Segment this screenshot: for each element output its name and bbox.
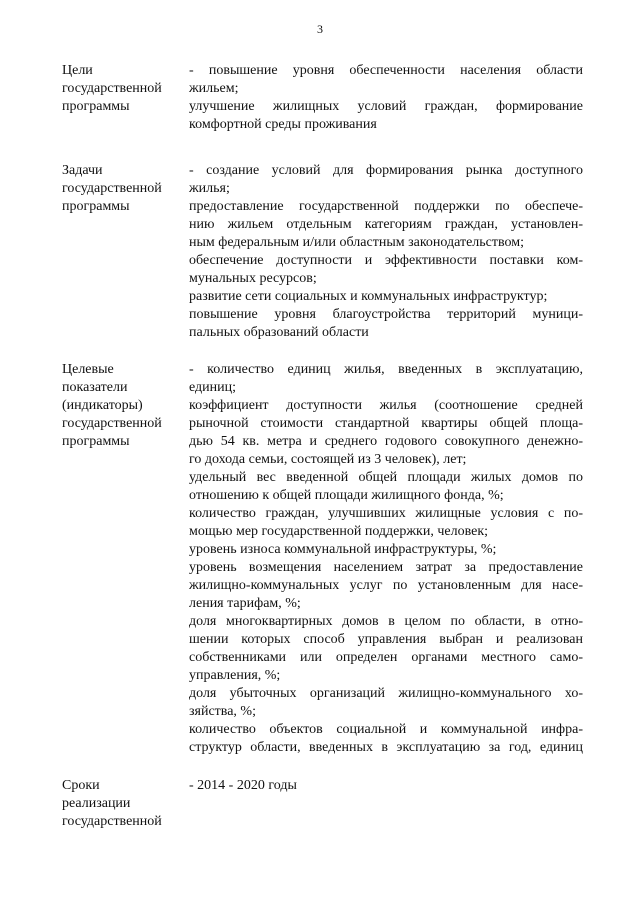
section-content [189,777,583,795]
content-line: улучшение жилищных условий граждан, формирование [189,99,583,114]
section-label-line: программы [62,199,130,214]
content-line: мунальных ресурсов; [189,271,317,286]
content-line: количество граждан, улучшивших жилищные условия с по- [189,506,583,521]
content-line: коэффициент доступности жилья (соотношение средней [189,398,583,413]
content-line: управления, %; [189,668,281,683]
content-line: жильем; [189,81,239,96]
content-line: зяйства, %; [189,704,256,719]
section-label-line: государственной [62,814,162,829]
section-label [62,777,180,831]
section-content [189,361,583,757]
content-line: обеспечение доступности и эффективности поставки ком- [189,253,583,268]
content-line: развитие сети социальных и коммунальных инфраструктур; [189,289,548,304]
page-number: 3 [317,22,323,36]
section-label-line: государственной [62,81,162,96]
content-line: ления тарифам, %; [189,596,301,611]
content-line: доля убыточных организаций жилищно-коммунального хо- [189,686,583,701]
content-line: единиц; [189,380,237,395]
content-line: собственниками или определен органами местного само- [189,650,583,665]
content-line: рыночной стоимости стандартной квартиры общей площа- [189,416,583,431]
content-line: - создание условий для формирования рынка доступного [189,163,583,178]
section-label [62,162,180,216]
content-line: - 2014 - 2020 годы [189,778,297,793]
section-label-line: Цели [62,63,93,78]
content-line: структур области, введенных в эксплуатацию за год, единиц [189,740,583,755]
content-line: удельный вес введенной общей площади жилых домов по [189,470,583,485]
content-line: жилищно-коммунальных услуг по установленным для насе- [189,578,583,593]
content-line: предоставление государственной поддержки по обеспече- [189,199,583,214]
section-label-line: программы [62,99,130,114]
content-line: нию жильем отдельным категориям граждан, установлен- [189,217,583,232]
section-label-line: Сроки [62,778,100,793]
content-line: количество объектов социальной и коммунальной инфра- [189,722,583,737]
section-label-line: (индикаторы) [62,398,143,413]
section-label-line: реализации [62,796,131,811]
content-line: уровень возмещения населением затрат за предоставление [189,560,583,575]
content-line: мощью мер государственной поддержки, человек; [189,524,489,539]
section-label [62,361,180,451]
content-line: пальных образований области [189,325,369,340]
content-line: доля многоквартирных домов в целом по области, в отно- [189,614,583,629]
content-line: уровень износа коммунальной инфраструктуры, %; [189,542,497,557]
content-line: повышение уровня благоустройства территорий муници- [189,307,583,322]
content-line: отношению к общей площади жилищного фонда, %; [189,488,504,503]
content-line: - количество единиц жилья, введенных в эксплуатацию, [189,362,583,377]
section-label-line: государственной [62,181,162,196]
section-label-line: Задачи [62,163,103,178]
section-label [62,62,180,116]
section-content [189,62,583,134]
section-label-line: Целевые [62,362,114,377]
content-line: комфортной среды проживания [189,117,377,132]
content-line: шении которых способ управления выбран и реализован [189,632,583,647]
section-label-line: показатели [62,380,128,395]
content-line: ным федеральным и/или областным законодательством; [189,235,525,250]
content-line: жилья; [189,181,230,196]
content-line: - повышение уровня обеспеченности населения области [189,63,583,78]
content-line: дью 54 кв. метра и среднего годового совокупного денежно- [189,434,583,449]
section-content [189,162,583,342]
content-line: го дохода семьи, состоящей из 3 человек), лет; [189,452,467,467]
section-label-line: государственной [62,416,162,431]
section-label-line: программы [62,434,130,449]
